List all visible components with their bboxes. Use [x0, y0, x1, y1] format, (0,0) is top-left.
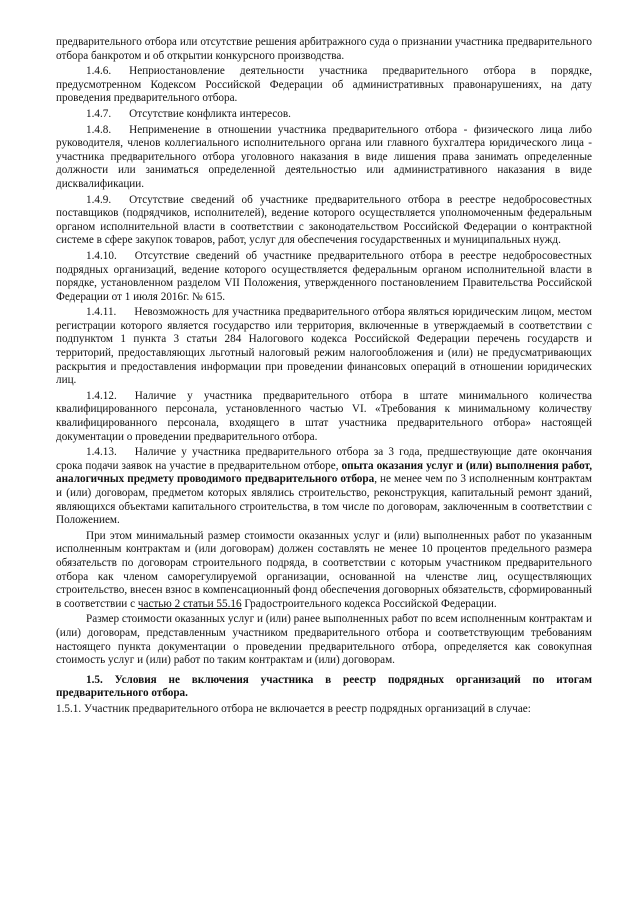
- law-reference-link[interactable]: частью 2 статьи 55.16: [137, 597, 242, 610]
- clause-text: Отсутствие сведений об участнике предварительного отбора в реестре недобросовестных подрядных организаций, ведение которого осуществляется федеральным органом исполнительной власти в порядке, установленном разделом VII Положения, утвержденного постановлением Правительства Российской Федерации от 1 июля 2016г. № 615.: [56, 249, 592, 303]
- clause-text: Отсутствие конфликта интересов.: [129, 107, 291, 120]
- paragraph-text: При этом минимальный размер стоимости оказанных услуг и (или) выполненных работ по указанным исполненным контрактам и (или договорам) должен составлять не менее 10 процентов предельного размера обязательств по договорам строительного подряда, в соответствии с которым участником предварительного отбора как членом саморегулируемой организации, основанной на членстве лиц, осуществляющих строительство, внесен взнос в компенсационный фонд обеспечения договорных обязательств, сформированный в соответствии с: [56, 529, 592, 610]
- clause-1-4-7: [56, 108, 592, 122]
- clause-text-bold: опыта оказания услуг и (или) выполнения работ, аналогичных предмету проводимого предварительного отбора: [56, 459, 592, 486]
- clause-1-4-6: [56, 65, 592, 106]
- paragraph-min-cost: [56, 530, 592, 612]
- section-heading-1-5: 1.5. Условия не включения участника в реестр подрядных организаций по итогам предварительного отбора.: [56, 673, 592, 700]
- paragraph-continuation: предварительного отбора или отсутствие решения арбитражного суда о признании участника предварительного отбора банкротом и об открытии конкурсного производства.: [56, 36, 592, 62]
- clause-number: 1.4.6.: [86, 65, 112, 78]
- clause-number: 1.4.12.: [86, 389, 117, 402]
- paragraph-cost-size: Размер стоимости оказанных услуг и (или) ранее выполненных работ по всем исполненным контрактам и (или) договорам, представленным участником предварительного отбора и соответствующим требованиям настоящего пункта документации о проведении предварительного отбора, определяется как совокупная стоимость услуг и (или) работ по таким контрактам и (или) договорам.: [56, 613, 592, 667]
- paragraph-text: Градостроительного кодекса Российской Федерации.: [241, 597, 497, 610]
- clause-text: Неприменение в отношении участника предварительного отбора - физического лица либо руководителя, членов коллегиального исполнительного органа или главного бухгалтера юридического лица - участника предварительного отбора уголовного наказания в виде лишения права занимать определенные должности или заниматься определенной деятельностью или административного наказания в виде дисквалификации.: [56, 123, 592, 190]
- clause-text: Отсутствие сведений об участнике предварительного отбора в реестре недобросовестных поставщиков (подрядчиков, исполнителей), ведение которого осуществляется уполномоченным федеральным органом исполнительной власти в соответствии с законодательством Российской Федерации о контрактной системе в сфере закупок товаров, работ, услуг для обеспечения государственных и муниципальных нужд.: [56, 193, 592, 247]
- clause-number: 1.4.10.: [86, 249, 117, 262]
- clause-text: Наличие у участника предварительного отбора в штате минимального количества квалифицированного персонала, установленного частью VI. «Требования к минимальному количеству квалифицированного персонала, входящего в штат участника предварительного отбора» настоящей документации о проведении предварительного отбора.: [56, 389, 592, 443]
- clause-text: , не менее чем по 3 исполненным контрактам и (или) договорам, предметом которых являлись строительство, реконструкция, капитальный ремонт зданий, являющихся объектами капитального строительства, в том числе по договорам, заключенным в соответствии с Положением.: [56, 473, 592, 527]
- clause-1-5-1: 1.5.1. Участник предварительного отбора не включается в реестр подрядных организаций в случае:: [56, 702, 531, 715]
- clause-1-4-12: [56, 390, 592, 444]
- clause-1-4-13: [56, 446, 592, 528]
- clause-number: 1.4.7.: [86, 107, 112, 120]
- clause-text: Неприостановление деятельности участника предварительного отбора в порядке, предусмотренном Кодексом Российской Федерации об административных правонарушениях, на дату проведения предварительного отбора.: [56, 65, 592, 105]
- clause-number: 1.4.8.: [86, 123, 112, 136]
- clause-1-4-11: [56, 306, 592, 388]
- clause-1-4-9: [56, 194, 592, 248]
- clause-number: 1.4.9.: [86, 193, 112, 206]
- clause-number: 1.4.11.: [86, 306, 117, 319]
- clause-text: Наличие у участника предварительного отбора за 3 года, предшествующие дате окончания срока подачи заявок на участие в предварительном отборе,: [56, 446, 592, 472]
- clause-text: Невозможность для участника предварительного отбора являться юридическим лицом, местом регистрации которого является государство или территория, включенные в утверждаемый в соответствии с подпунктом 1 пункта 3 статьи 284 Налогового кодекса Российской Федерации перечень государств и территорий, предоставляющих льготный налоговый режим налогообложения и (или) не предусматривающих раскрытия и предоставления информации при проведении финансовых операций в отношении юридических лиц.: [56, 306, 592, 387]
- clause-number: 1.4.13.: [86, 446, 117, 459]
- clause-1-4-8: [56, 124, 592, 192]
- clause-1-4-10: [56, 250, 592, 304]
